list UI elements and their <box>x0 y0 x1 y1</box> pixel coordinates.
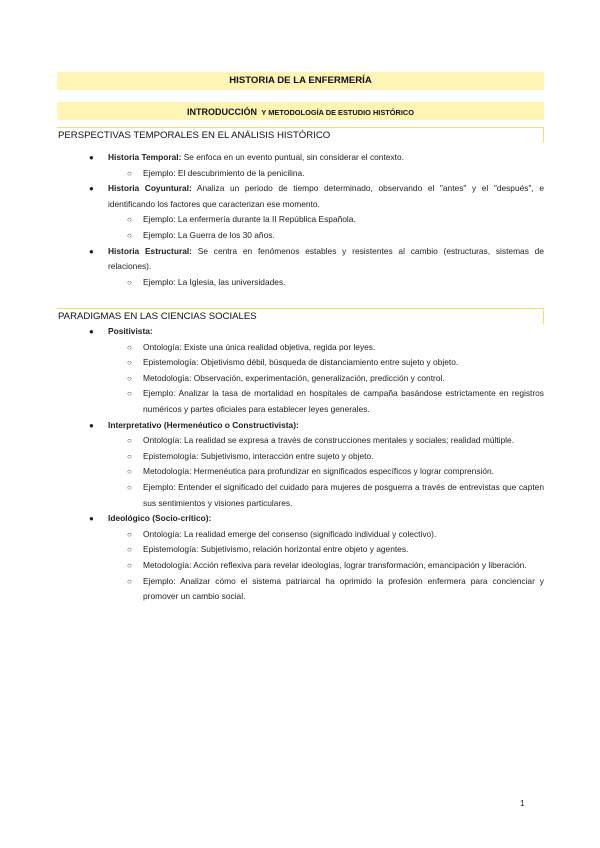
sub-list-item <box>57 355 544 371</box>
sub-list-item <box>57 542 544 558</box>
bullet-icon: ● <box>89 153 94 162</box>
sub-list-item <box>57 574 544 605</box>
list-item <box>57 181 544 212</box>
list-item <box>57 324 544 340</box>
circle-bullet-icon: ○ <box>127 215 132 225</box>
circle-bullet-icon: ○ <box>127 373 132 383</box>
bullet-icon: ● <box>89 327 94 336</box>
item-term: Historia Temporal: <box>108 152 182 162</box>
document-title: HISTORIA DE LA ENFERMERÍA <box>57 72 544 90</box>
circle-bullet-icon: ○ <box>127 451 132 461</box>
circle-bullet-icon: ○ <box>127 168 132 178</box>
circle-bullet-icon: ○ <box>127 277 132 287</box>
circle-bullet-icon: ○ <box>127 389 132 399</box>
item-text: Se centra en fenómenos estables y resistentes al cambio (estructuras, sistemas de relaciones). <box>108 245 544 272</box>
item-text: Se enfoca en un evento puntual, sin considerar el contexto. <box>181 152 404 162</box>
sub-list-item <box>57 212 544 228</box>
sub-item-text: Epistemología: Objetivismo débil, búsqueda de distanciamiento entre sujeto y objeto. <box>143 357 459 368</box>
circle-bullet-icon: ○ <box>127 576 132 586</box>
perspectivas-list <box>57 150 544 290</box>
circle-bullet-icon: ○ <box>127 342 132 352</box>
sub-item-text: Ontología: Existe una única realidad objetiva, regida por leyes. <box>143 341 376 352</box>
circle-bullet-icon: ○ <box>127 230 132 240</box>
sub-item-text: Ejemplo: El descubrimiento de la penicilina. <box>143 167 305 178</box>
sub-item-text: Metodología: Observación, experimentación, generalización, predicción y control. <box>143 372 445 383</box>
item-term: Historia Coyuntural: <box>108 183 192 194</box>
sub-list-item <box>57 527 544 543</box>
circle-bullet-icon: ○ <box>127 482 132 492</box>
sub-item-text: Epistemología: Subjetivismo, interacción entre sujeto y objeto. <box>143 450 374 461</box>
bullet-icon: ● <box>89 184 94 194</box>
sub-item-text: Ejemplo: La Guerra de los 30 años. <box>143 229 275 240</box>
sub-list-item <box>57 480 544 511</box>
list-item <box>57 150 544 166</box>
item-term: Interpretativo (Hermenéutico o Constructivista): <box>108 419 299 430</box>
sub-list-item <box>57 386 544 417</box>
sub-list-item <box>57 433 544 449</box>
sub-list-item <box>57 371 544 387</box>
subtitle-rest: Y METODOLOGÍA DE ESTUDIO HISTÓRICO <box>261 108 415 117</box>
section-heading-perspectivas: PERSPECTIVAS TEMPORALES EN EL ANÁLISIS HISTÓRICO <box>57 127 544 143</box>
section-heading-paradigmas: PARADIGMAS EN LAS CIENCIAS SOCIALES <box>57 308 544 324</box>
item-term: Ideológico (Socio-crítico): <box>108 513 212 524</box>
item-text: Analiza un periodo de tiempo determinado, observando el "antes" y el "después", e identificando los factores que caracterizan ese momento. <box>108 183 544 209</box>
circle-bullet-icon: ○ <box>127 436 132 446</box>
item-term: Positivista: <box>108 326 153 336</box>
sub-list-item <box>57 558 544 574</box>
circle-bullet-icon: ○ <box>127 467 132 477</box>
sub-list-item <box>57 340 544 356</box>
sub-item-text: Ejemplo: La enfermería durante la II República Española. <box>143 214 356 225</box>
sub-item-text: Ejemplo: La Iglesia, las universidades. <box>143 276 286 287</box>
page-number: 1 <box>520 798 525 808</box>
sub-list-item <box>57 464 544 480</box>
circle-bullet-icon: ○ <box>127 358 132 368</box>
sub-list-item <box>57 449 544 465</box>
bullet-icon: ● <box>89 420 94 430</box>
circle-bullet-icon: ○ <box>127 545 132 555</box>
sub-item-text: Ejemplo: Entender el significado del cuidado para mujeres de posguerra a través de entrevistas que capten sus sentimientos y visiones particulares. <box>143 481 544 508</box>
bullet-icon: ● <box>89 514 94 524</box>
subtitle-main: INTRODUCCIÓN <box>186 107 257 117</box>
list-item <box>57 511 544 527</box>
sub-item-text: Metodología: Acción reflexiva para revelar ideologías, lograr transformación, emancipación y liberación. <box>143 559 527 570</box>
sub-item-text: Epistemología: Subjetivismo, relación horizontal entre objeto y agentes. <box>143 544 409 555</box>
sub-item-text: Metodología: Hermenéutica para profundizar en significados específicos y lograr comprensión. <box>143 466 495 477</box>
circle-bullet-icon: ○ <box>127 560 132 570</box>
sub-item-text: Ontología: La realidad se expresa a través de construcciones mentales y sociales; realidad múltiple. <box>143 435 515 446</box>
circle-bullet-icon: ○ <box>127 529 132 539</box>
sub-item-text: Ejemplo: Analizar la tasa de mortalidad en hospitales de campaña basándose estrictamente en registros numéricos y partes oficiales para establecer leyes generales. <box>143 388 544 414</box>
sub-list-item <box>57 275 544 291</box>
bullet-icon: ● <box>89 246 94 256</box>
sub-list-item <box>57 228 544 244</box>
list-item <box>57 244 544 275</box>
item-term: Historia Estructural: <box>108 245 192 256</box>
sub-item-text: Ejemplo: Analizar cómo el sistema patriarcal ha oprimido la profesión enfermera para concienciar y promover un cambio social. <box>143 575 544 602</box>
paradigmas-list <box>57 324 544 605</box>
document-subtitle <box>57 102 544 120</box>
sub-item-text: Ontología: La realidad emerge del consenso (significado individual y colectivo). <box>143 528 437 539</box>
sub-list-item <box>57 166 544 182</box>
list-item <box>57 418 544 434</box>
